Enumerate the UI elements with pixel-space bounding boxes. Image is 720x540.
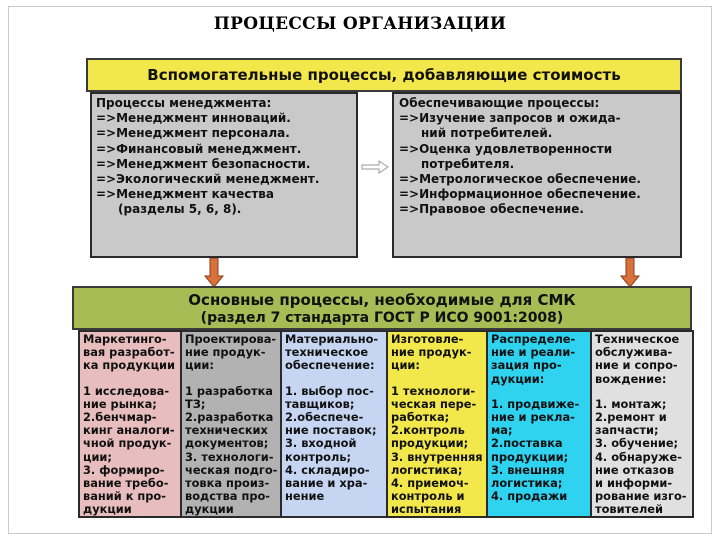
column-heading: ние продук- <box>391 345 472 360</box>
support-item: =>Правовое обеспечение. <box>399 202 584 217</box>
column-item: товка произ- <box>185 476 270 491</box>
column-item: водства про- <box>185 489 271 504</box>
support-heading: Обеспечивающие процессы: <box>399 96 600 110</box>
process-column-distribution <box>486 330 592 518</box>
support-item: ний потребителей. <box>421 126 553 141</box>
column-item: продукции; <box>491 449 569 464</box>
column-heading: Маркетинго- <box>83 332 167 346</box>
column-item: 2.ремонт и <box>595 410 667 425</box>
column-item: кинг аналоги- <box>83 423 175 438</box>
column-item: ние рынка; <box>83 396 157 411</box>
column-item: ние поставок; <box>285 423 377 438</box>
column-item: 2.бенчмар- <box>83 410 157 425</box>
column-item: логистика; <box>491 476 563 491</box>
column-heading: Распределе- <box>491 332 576 346</box>
column-item: ческая пере- <box>391 396 477 411</box>
column-heading: ка продукции <box>83 358 175 373</box>
down-arrow-icon <box>620 258 640 288</box>
column-item: 1 исследова- <box>83 383 170 398</box>
column-item: ческая подго- <box>185 462 278 477</box>
column-item: и информи- <box>595 476 673 491</box>
management-item: =>Менеджмент инноваций. <box>96 111 291 126</box>
column-heading: ции: <box>185 358 214 373</box>
column-item: 3. технологи- <box>185 449 274 464</box>
column-item: работка; <box>391 410 450 425</box>
support-processes-banner: Вспомогательные процессы, добавляющие стоимость <box>86 58 682 92</box>
supporting-processes-box <box>392 92 682 258</box>
column-heading: ние и реали- <box>491 345 576 360</box>
column-item: 2.разработка <box>185 410 274 425</box>
support-item: =>Изучение запросов и ожида- <box>399 111 621 126</box>
column-heading: ние продук- <box>185 345 266 360</box>
column-heading: Проектирова- <box>185 332 277 346</box>
column-item: дукции <box>185 502 234 517</box>
column-item: 3. обучение; <box>595 436 679 451</box>
management-processes-box <box>90 92 358 258</box>
column-heading: вождение: <box>595 371 667 386</box>
column-item: 3. внешняя <box>491 462 565 477</box>
management-item: =>Менеджмент персонала. <box>96 126 290 141</box>
management-item: =>Экологический менеджмент. <box>96 172 320 187</box>
column-heading: ции: <box>391 358 420 373</box>
column-item: ции; <box>83 449 112 464</box>
main-processes-title: Основные процессы, необходимые для СМК <box>188 291 576 309</box>
management-item: =>Менеджмент качества <box>96 187 275 202</box>
column-item: продукции; <box>391 436 469 451</box>
main-processes-banner <box>72 286 692 330</box>
management-item: =>Менеджмент безопасности. <box>96 156 311 171</box>
column-item: ваний к про- <box>83 489 166 504</box>
column-item: 3. внутренняя <box>391 449 483 464</box>
column-item: испытания <box>391 502 462 517</box>
column-item: ТЗ; <box>185 396 206 411</box>
column-item: ние отказов <box>595 462 675 477</box>
column-item: 1. монтаж; <box>595 396 667 411</box>
column-heading: обслужива- <box>595 345 673 360</box>
column-item: 2.поставка <box>491 436 563 451</box>
right-arrow-icon <box>361 160 389 174</box>
support-item: =>Оценка удовлетворенности <box>399 141 613 156</box>
main-processes-subtitle: (раздел 7 стандарта ГОСТ Р ИСО 9001:2008) <box>200 310 564 326</box>
column-item: тавщиков; <box>285 396 355 411</box>
column-item: 4. приемоч- <box>391 476 469 491</box>
column-heading: вая разработ- <box>83 345 175 360</box>
column-item: 1 технологи- <box>391 383 476 398</box>
page-title: ПРОЦЕССЫ ОРГАНИЗАЦИИ <box>213 14 507 34</box>
column-item: документов; <box>185 436 269 451</box>
column-item: вание требо- <box>83 476 169 491</box>
column-item: 3. входной <box>285 436 357 451</box>
management-item-note: (разделы 5, 6, 8). <box>118 202 242 217</box>
column-item: дукции <box>83 502 132 517</box>
management-item: =>Финансовый менеджмент. <box>96 141 302 156</box>
process-column-service <box>590 330 694 518</box>
column-item: вание и хра- <box>285 476 368 491</box>
column-item: 1. выбор пос- <box>285 383 374 398</box>
column-item: 3. формиро- <box>83 462 165 477</box>
management-heading: Процессы менеджмента: <box>96 96 272 110</box>
support-item: =>Информационное обеспечение. <box>399 187 641 202</box>
column-heading: Материально- <box>285 332 379 346</box>
column-heading: зация про- <box>491 358 562 373</box>
column-item: 4. складиро- <box>285 462 370 477</box>
column-item: ние и рекла- <box>491 410 575 425</box>
column-heading: Техническое <box>595 332 680 346</box>
column-item: ма; <box>491 423 513 438</box>
column-item: нение <box>285 489 325 504</box>
support-item: потребителя. <box>421 156 515 171</box>
support-item: =>Метрологическое обеспечение. <box>399 172 641 187</box>
column-item: 2.обеспече- <box>285 410 364 425</box>
column-item: 1. продвиже- <box>491 396 580 411</box>
column-item: 1 разработка <box>185 383 273 398</box>
column-item: рование изго- <box>595 489 687 504</box>
column-item: запчасти; <box>595 423 659 438</box>
column-heading: обеспечение: <box>285 358 375 373</box>
column-item: контроль; <box>285 449 352 464</box>
column-item: контроль и <box>391 489 465 504</box>
process-column-design <box>180 330 282 518</box>
column-heading: Изготовле- <box>391 332 464 346</box>
process-column-production <box>386 330 488 518</box>
column-item: логистика; <box>391 462 463 477</box>
column-item: товителей <box>595 502 663 517</box>
process-column-procurement <box>280 330 388 518</box>
column-item: чной продук- <box>83 436 172 451</box>
column-heading: ние и сопро- <box>595 358 678 373</box>
column-heading: дукции: <box>491 371 545 386</box>
column-item: технических <box>185 423 268 438</box>
column-item: 4. обнаруже- <box>595 449 682 464</box>
column-item: 2.контроль <box>391 423 465 438</box>
column-item: 4. продажи <box>491 489 568 504</box>
down-arrow-icon <box>204 258 224 288</box>
column-heading: техническое <box>285 345 369 360</box>
process-column-marketing <box>78 330 182 518</box>
